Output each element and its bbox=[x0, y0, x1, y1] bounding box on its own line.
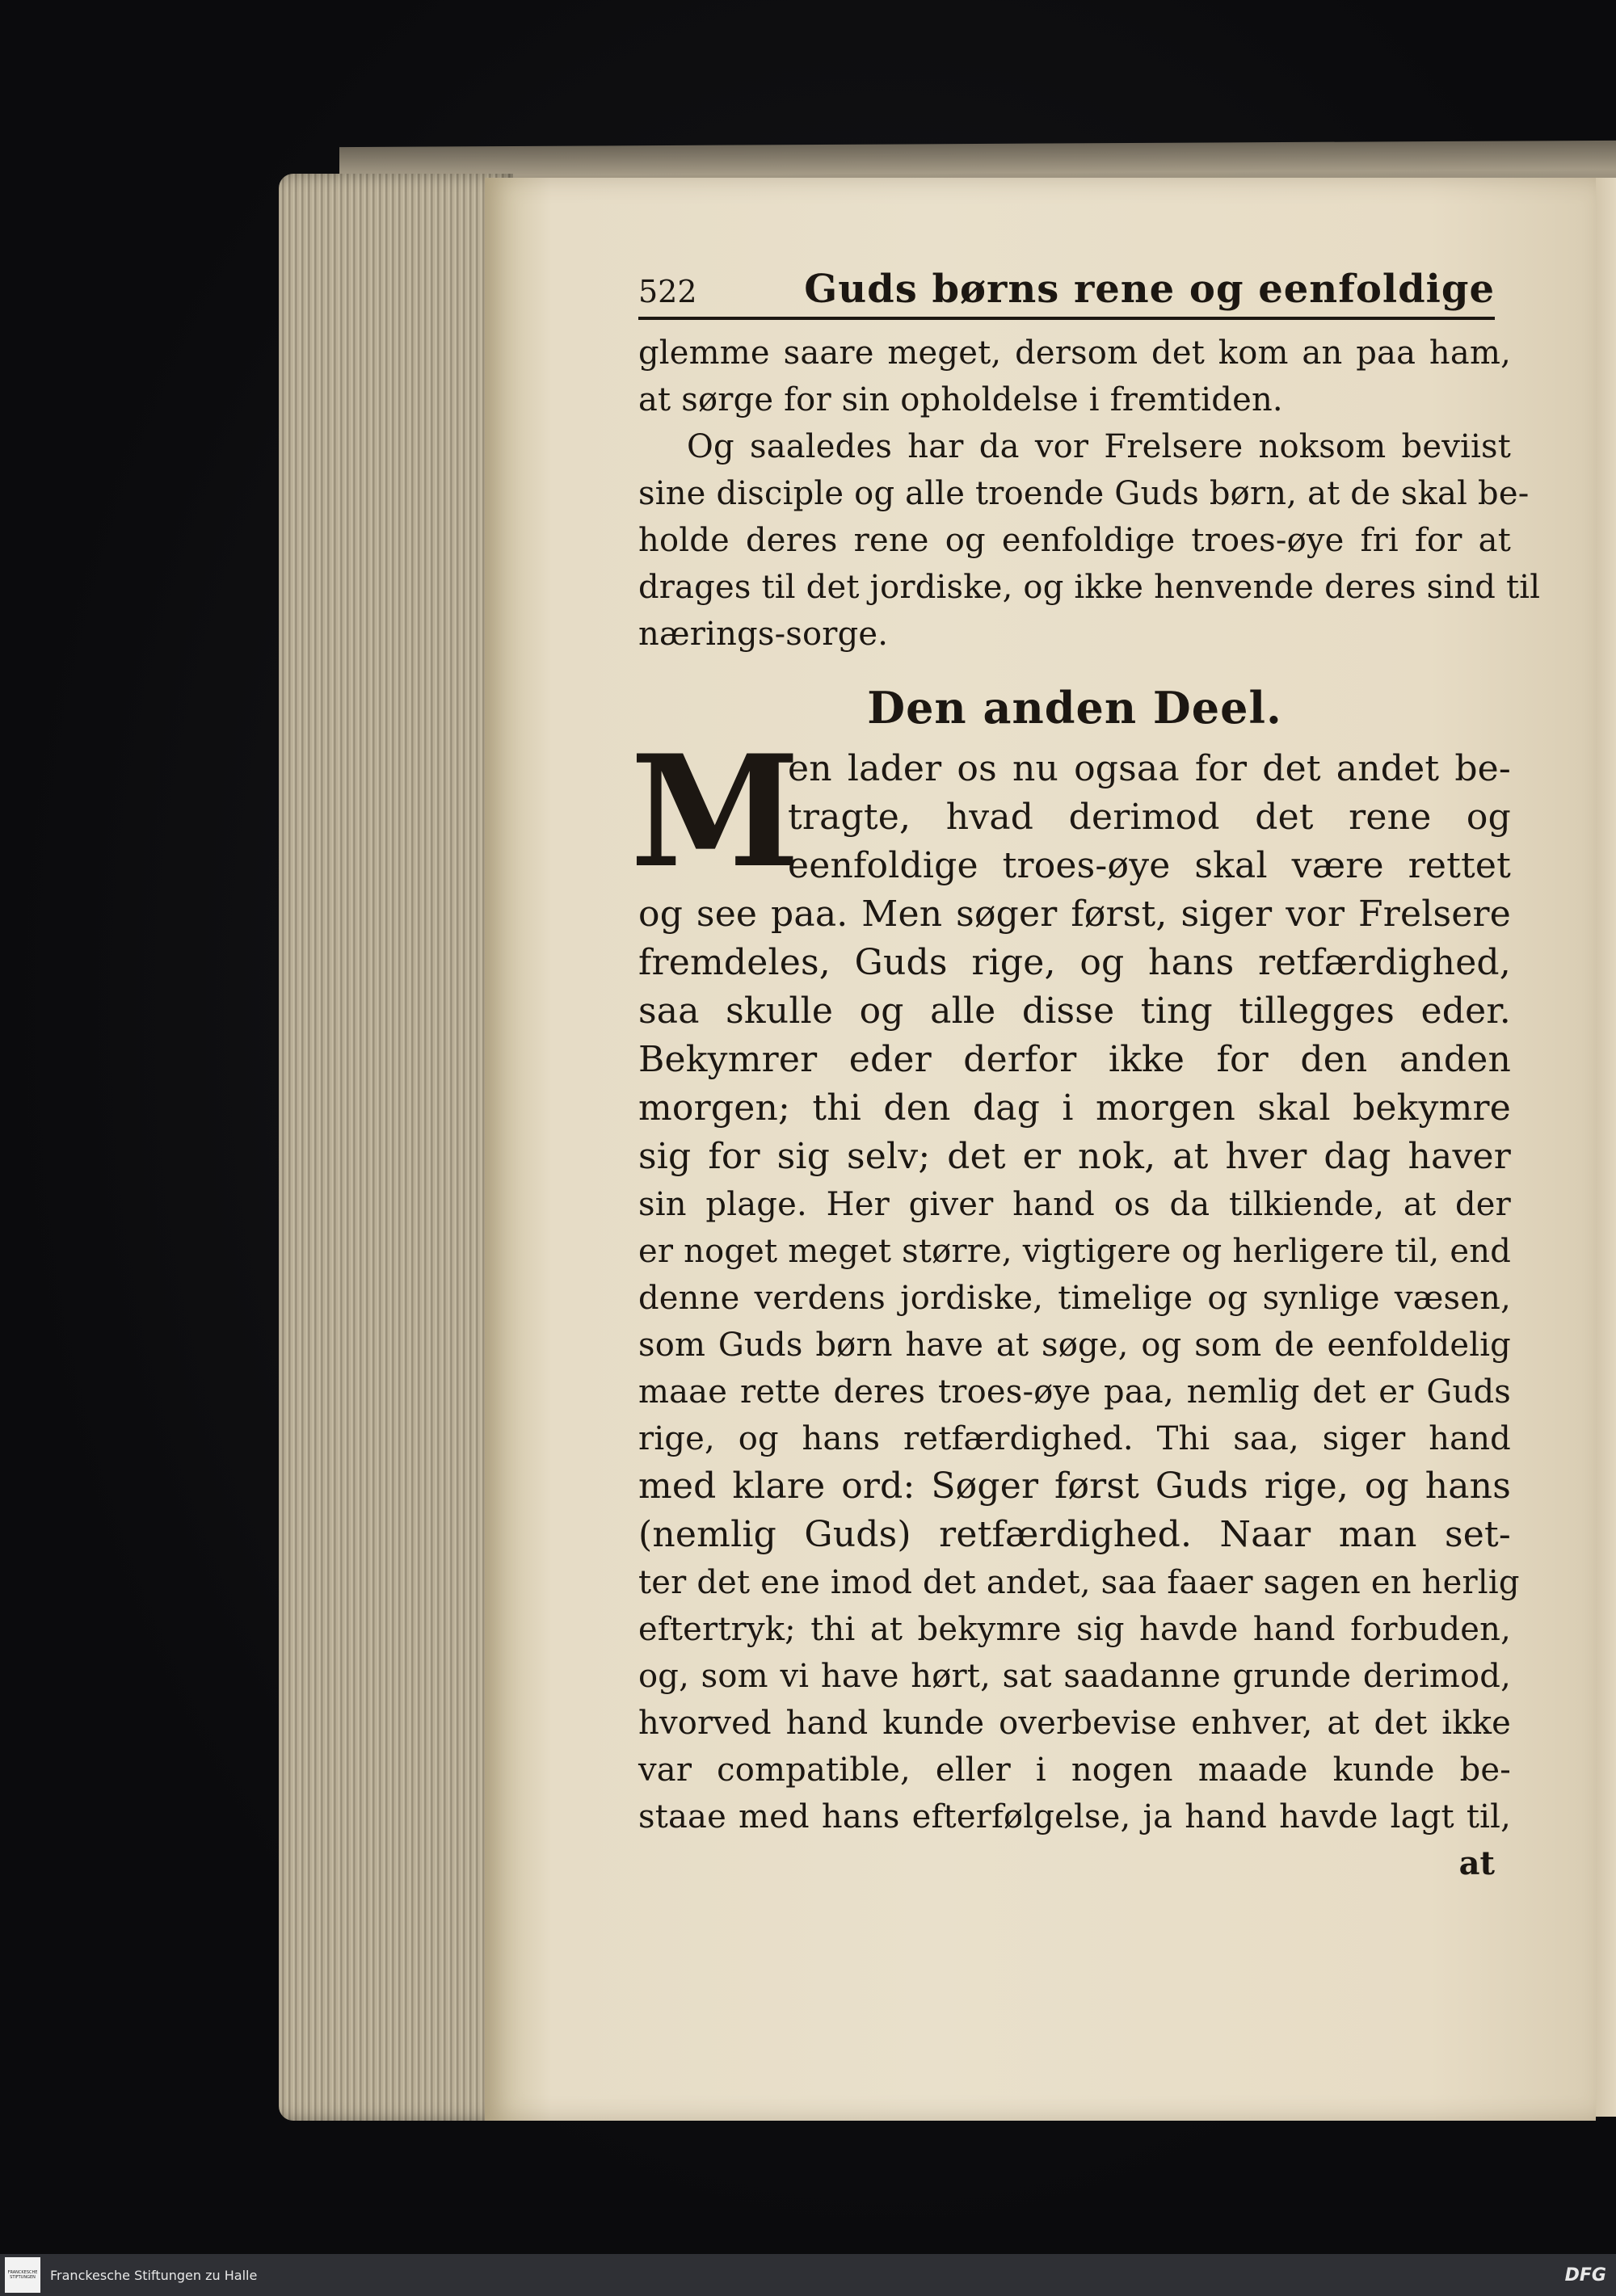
text-line: sig for sig selv; det er nok, at hver dag haver bbox=[638, 1136, 1511, 1177]
text-line: maae rette deres troes-øye paa, nemlig det er Guds bbox=[638, 1373, 1511, 1411]
catchword: at bbox=[1458, 1844, 1495, 1882]
paragraph-2 bbox=[638, 423, 1541, 658]
viewer-footer bbox=[0, 2254, 1616, 2296]
text-line: en lader os nu ogsaa for det andet be- bbox=[788, 748, 1511, 789]
text-line: er noget meget større, vigtigere og herligere til, end bbox=[638, 1233, 1512, 1270]
text-line: med klare ord: Søger først Guds rige, og hans bbox=[638, 1465, 1511, 1507]
text-line: rige, og hans retfærdighed. Thi saa, siger hand bbox=[638, 1420, 1511, 1457]
page-number: 522 bbox=[638, 274, 697, 309]
text-line: staae med hans efterfølgelse, ja hand havde lagt til, bbox=[638, 1798, 1511, 1836]
text-line: nærings-sorge. bbox=[638, 616, 889, 653]
text-line: Bekymrer eder derfor ikke for den anden bbox=[638, 1039, 1511, 1080]
text-line: eenfoldige troes-øye skal være rettet bbox=[788, 845, 1511, 886]
paragraph-3 bbox=[638, 890, 1520, 1840]
text-line: hvorved hand kunde overbevise enhver, at det ikke bbox=[638, 1705, 1511, 1742]
text-line: sine disciple og alle troende Guds børn, at de skal be- bbox=[638, 475, 1530, 512]
book-page-edges bbox=[279, 174, 513, 2121]
text-line: fremdeles, Guds rige, og hans retfærdighed, bbox=[638, 942, 1511, 983]
dfg-logo: DFG bbox=[1564, 2264, 1606, 2285]
text-line: tragte, hvad derimod det rene og bbox=[788, 797, 1511, 838]
text-line: at sørge for sin opholdelse i fremtiden. bbox=[638, 381, 1283, 418]
drop-initial: M bbox=[630, 721, 801, 902]
paragraph-1 bbox=[638, 330, 1511, 423]
running-head-title: Guds børns rene og eenfoldige bbox=[804, 267, 1495, 312]
section-title: Den anden Deel. bbox=[867, 682, 1282, 734]
text-line: ter det ene imod det andet, saa faaer sagen en herlig bbox=[638, 1564, 1520, 1601]
text-line: glemme saare meget, dersom det kom an paa ham, bbox=[638, 334, 1511, 372]
text-line: og see paa. Men søger først, siger vor Frelsere bbox=[638, 894, 1511, 935]
text-line: sin plage. Her giver hand os da tilkiende, at der bbox=[638, 1186, 1511, 1223]
text-line: (nemlig Guds) retfærdighed. Naar man set- bbox=[638, 1514, 1511, 1555]
page-text bbox=[630, 267, 1541, 1887]
institution-logo: FRANCKESCHE STIFTUNGEN bbox=[5, 2257, 40, 2293]
text-line: Og saaledes har da vor Frelsere noksom beviist bbox=[687, 428, 1511, 465]
text-line: og, som vi have hørt, sat saadanne grunde derimod, bbox=[638, 1658, 1511, 1695]
running-header bbox=[638, 267, 1495, 320]
text-line: som Guds børn have at søge, og som de eenfoldelig bbox=[638, 1327, 1511, 1364]
drop-initial-block bbox=[630, 721, 1511, 902]
text-line: saa skulle og alle disse ting tillegges eder. bbox=[638, 990, 1511, 1032]
text-line: holde deres rene og eenfoldige troes-øye fri for at bbox=[638, 522, 1511, 559]
text-line: drages til det jordiske, og ikke henvende deres sind til bbox=[638, 569, 1541, 606]
text-line: denne verdens jordiske, timelige og synlige væsen, bbox=[638, 1280, 1511, 1317]
institution-name: Franckesche Stiftungen zu Halle bbox=[50, 2267, 258, 2283]
text-line: eftertryk; thi at bekymre sig havde hand forbuden, bbox=[638, 1611, 1511, 1648]
text-line: morgen; thi den dag i morgen skal bekymre bbox=[638, 1087, 1511, 1129]
text-line: var compatible, eller i nogen maade kunde be- bbox=[638, 1751, 1511, 1789]
